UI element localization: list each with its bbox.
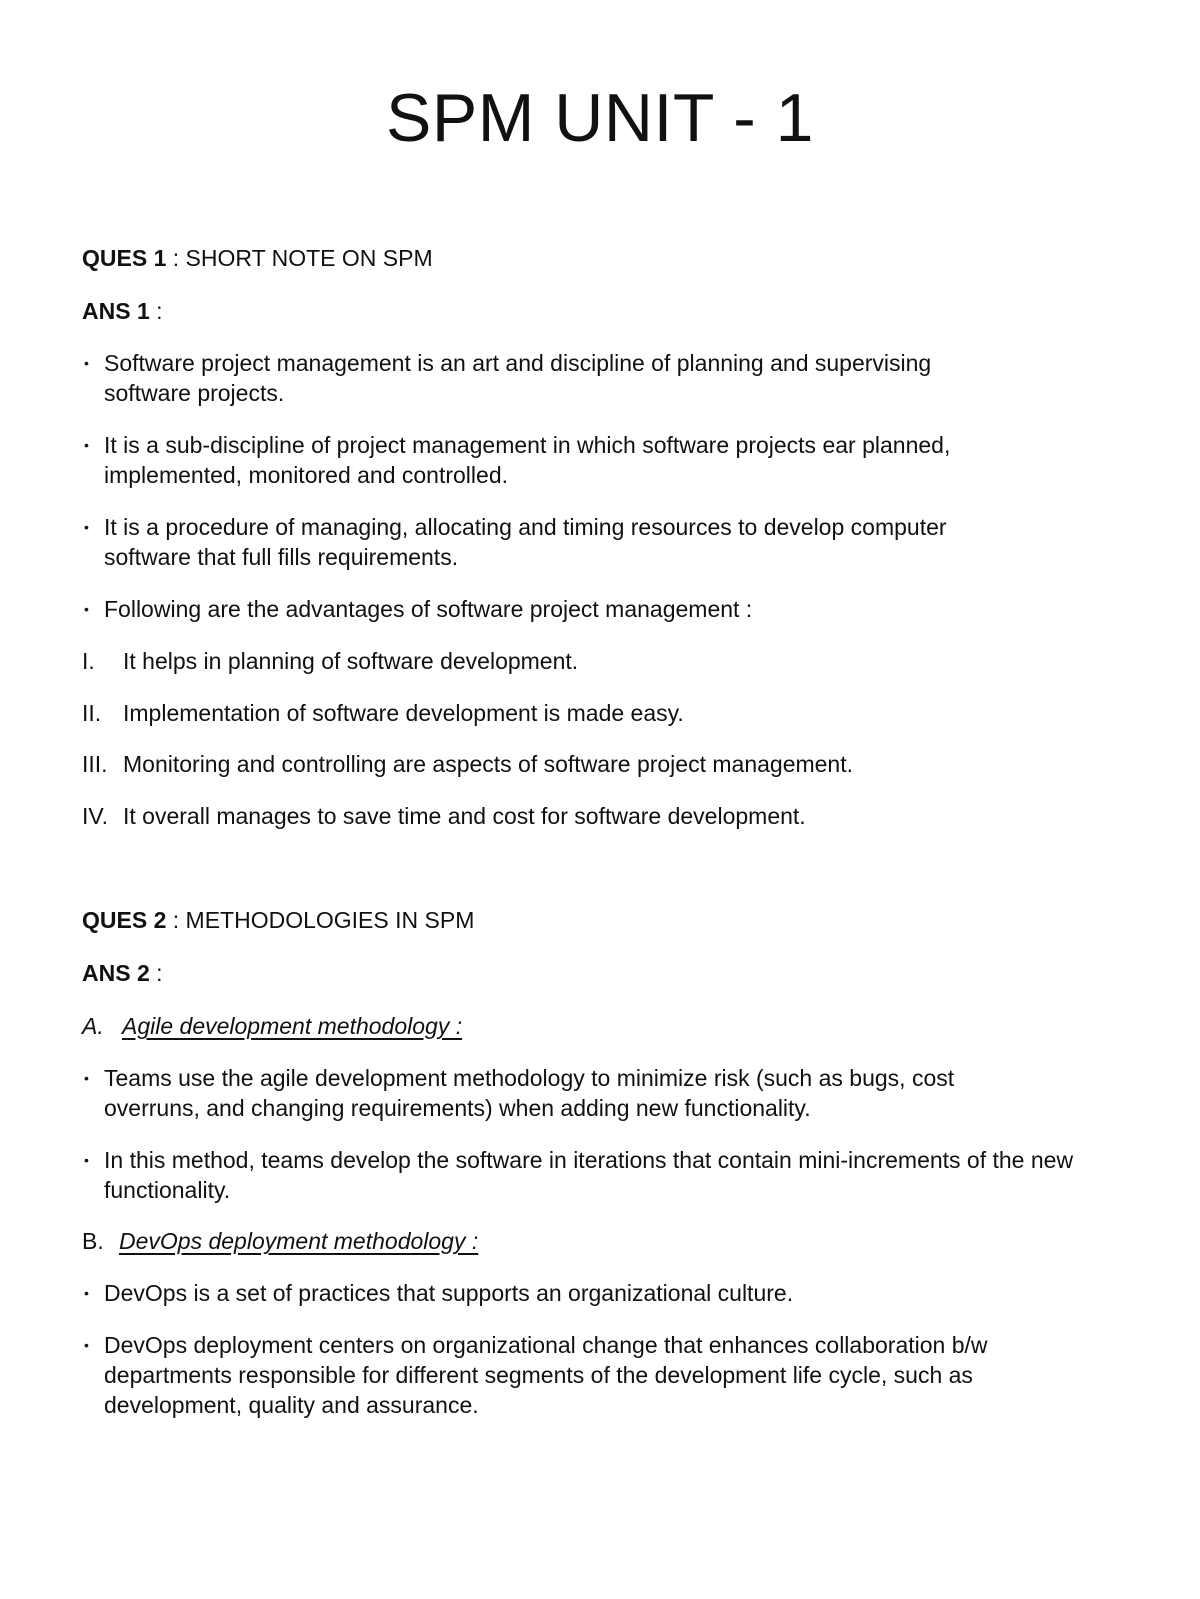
answer-2-label: ANS 2 — [82, 960, 150, 986]
question-1-separator: : — [166, 245, 186, 271]
section-b-title: DevOps deployment methodology : — [119, 1228, 479, 1254]
advantage-item: Monitoring and controlling are aspects of software project management. — [123, 751, 854, 777]
bullet-icon: • — [84, 355, 89, 371]
answer-1-label: ANS 1 — [82, 298, 150, 324]
bullet-icon: • — [84, 1285, 89, 1301]
bullet-icon: • — [84, 601, 89, 617]
advantage-numeral: I. — [82, 648, 95, 674]
answer-1-heading — [82, 296, 163, 326]
question-2-text: METHODOLOGIES IN SPM — [185, 907, 475, 933]
question-2-label: QUES 2 — [82, 907, 167, 933]
question-2-separator: : — [166, 907, 186, 933]
section-b-heading — [82, 1226, 478, 1256]
answer-1-separator: : — [149, 298, 163, 324]
advantage-numeral: IV. — [82, 803, 109, 829]
bullet-icon: • — [84, 519, 89, 535]
bullet-icon: • — [84, 437, 89, 453]
answer-2-separator: : — [149, 960, 163, 986]
section-a-letter: A. — [82, 1013, 104, 1039]
question-1-text: SHORT NOTE ON SPM — [185, 245, 433, 271]
advantage-item: It overall manages to save time and cost for software development. — [123, 803, 806, 829]
advantage-item: It helps in planning of software development. — [123, 648, 579, 674]
section-a-title: Agile development methodology : — [122, 1013, 463, 1039]
question-1-heading — [82, 243, 433, 273]
answer-2-heading — [82, 958, 163, 988]
section-b-bullet-1: DevOps is a set of practices that supports an organizational culture. — [104, 1280, 794, 1306]
question-2-heading — [82, 905, 474, 935]
section-a-bullet-1: Teams use the agile development methodology to minimize risk (such as bugs, cost overruns, and changing requirements) when adding new functionality. — [104, 1065, 955, 1121]
section-b-bullet-2: DevOps deployment centers on organizational change that enhances collaboration b/w departments responsible for different segments of the development life cycle, such as development, quality and assurance. — [104, 1332, 988, 1418]
advantage-numeral: III. — [82, 751, 108, 777]
advantage-item: Implementation of software development is made easy. — [123, 700, 684, 726]
advantage-numeral: II. — [82, 700, 102, 726]
q1-bullet-1: Software project management is an art and discipline of planning and supervising software projects. — [104, 350, 932, 406]
q1-bullet-4: Following are the advantages of software project management : — [104, 596, 753, 622]
bullet-icon: • — [84, 1070, 89, 1086]
q1-bullet-2: It is a sub-discipline of project management in which software projects ear planned, implemented, monitored and controlled. — [104, 432, 951, 488]
bullet-icon: • — [84, 1152, 89, 1168]
section-a-bullet-2: In this method, teams develop the software in iterations that contain mini-increments of the new functionality. — [104, 1147, 1074, 1203]
page-title: SPM UNIT - 1 — [386, 80, 814, 156]
section-b-letter: B. — [82, 1228, 104, 1254]
bullet-icon: • — [84, 1337, 89, 1353]
section-a-heading — [82, 1011, 462, 1041]
q1-bullet-3: It is a procedure of managing, allocating and timing resources to develop computer software that full fills requirements. — [104, 514, 947, 570]
question-1-label: QUES 1 — [82, 245, 167, 271]
